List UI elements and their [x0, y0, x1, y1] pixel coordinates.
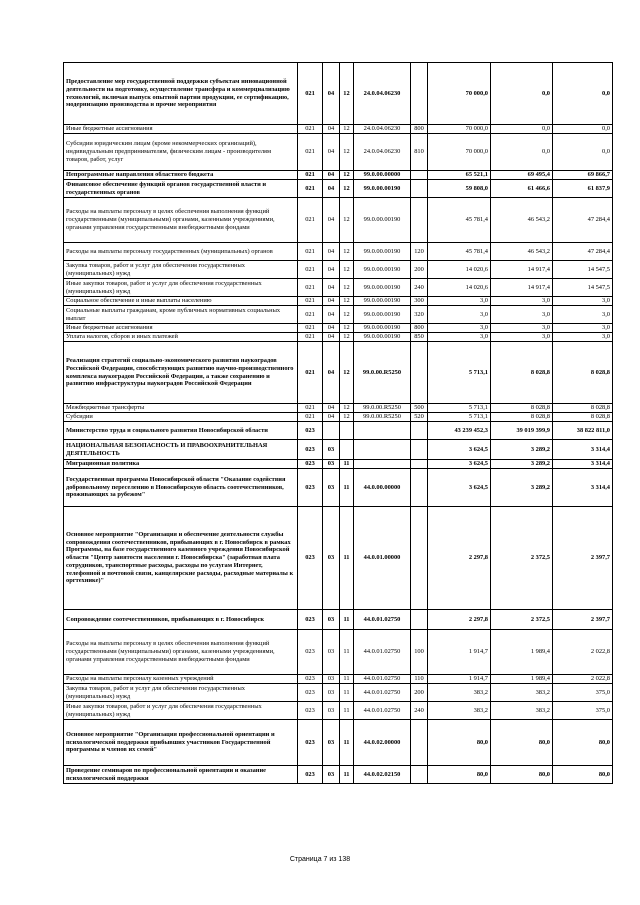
- row-expense-type: 120: [411, 243, 428, 261]
- row-section-code: 03: [323, 469, 340, 507]
- row-name: Государственная программа Новосибирской области "Оказание содействия добровольному переселению в Новосибирскую область соотечественников, проживающих за рубежом": [64, 469, 298, 507]
- row-amount-year1: 14 020,6: [428, 279, 491, 297]
- row-expense-type: 850: [411, 333, 428, 342]
- row-grbs-code: 021: [298, 261, 323, 279]
- row-grbs-code: 023: [298, 720, 323, 766]
- row-expense-type: 240: [411, 279, 428, 297]
- row-expense-type: [411, 198, 428, 243]
- row-section-code: 04: [323, 63, 340, 125]
- table-row: [64, 171, 613, 180]
- row-name: Социальные выплаты гражданам, кроме публичных нормативных социальных выплат: [64, 306, 298, 324]
- row-target-article: 44.0.02.02150: [354, 766, 411, 784]
- row-section-code: 04: [323, 404, 340, 413]
- row-amount-year3: 0,0: [553, 134, 613, 171]
- row-target-article: 99.0.00.00190: [354, 297, 411, 306]
- row-grbs-code: 023: [298, 460, 323, 469]
- row-name: Закупка товаров, работ и услуг для обеспечения государственных (муниципальных) нужд: [64, 684, 298, 702]
- row-expense-type: [411, 422, 428, 440]
- row-subsection-code: [340, 440, 354, 460]
- row-name: Основное мероприятие "Организация и обеспечение деятельности службы сопровождения соотечественников, прибывающих в г. Новосибирск в рамках Программы, на базе государственного казенного учреждения Новосибирской области "Центр занятости населения г. Новосибирска" (заработная плата сотрудников, транспортные расходы, расходы по услугам Интернет, телефонной и почтовой связи, канцелярские расходы, расходные материалы к оргтехнике)": [64, 507, 298, 610]
- row-subsection-code: 12: [340, 125, 354, 134]
- row-grbs-code: 021: [298, 324, 323, 333]
- row-amount-year2: 1 989,4: [491, 675, 553, 684]
- row-target-article: 99.0.00.R5250: [354, 413, 411, 422]
- table-row: [64, 63, 613, 125]
- row-subsection-code: [340, 422, 354, 440]
- page-footer: [0, 856, 640, 863]
- row-section-code: 04: [323, 413, 340, 422]
- row-name: Министерство труда и социального развития Новосибирской области: [64, 422, 298, 440]
- row-name: Непрограммные направления областного бюджета: [64, 171, 298, 180]
- row-grbs-code: 021: [298, 171, 323, 180]
- row-amount-year2: 0,0: [491, 134, 553, 171]
- row-section-code: 03: [323, 460, 340, 469]
- row-target-article: 44.0.01.02750: [354, 684, 411, 702]
- row-section-code: 04: [323, 306, 340, 324]
- row-grbs-code: 023: [298, 422, 323, 440]
- row-name: Проведение семинаров по профессиональной ориентации и оказание психологической поддержки: [64, 766, 298, 784]
- row-amount-year3: 2 397,7: [553, 610, 613, 630]
- row-amount-year1: 2 297,8: [428, 610, 491, 630]
- row-name: Социальное обеспечение и иные выплаты населению: [64, 297, 298, 306]
- row-target-article: 99.0.00.00190: [354, 333, 411, 342]
- row-grbs-code: 021: [298, 404, 323, 413]
- table-row: [64, 125, 613, 134]
- row-amount-year3: 3,0: [553, 297, 613, 306]
- table-row: [64, 198, 613, 243]
- row-target-article: 44.0.01.02750: [354, 702, 411, 720]
- table-row: [64, 180, 613, 198]
- table-row: [64, 134, 613, 171]
- row-name: Миграционная политика: [64, 460, 298, 469]
- row-amount-year1: 45 781,4: [428, 243, 491, 261]
- row-amount-year1: 70 000,0: [428, 125, 491, 134]
- row-amount-year1: 70 000,0: [428, 63, 491, 125]
- row-amount-year2: 3,0: [491, 333, 553, 342]
- row-amount-year3: 47 284,4: [553, 243, 613, 261]
- row-amount-year1: 3 624,5: [428, 460, 491, 469]
- row-amount-year1: 14 020,6: [428, 261, 491, 279]
- row-grbs-code: 021: [298, 134, 323, 171]
- row-target-article: 24.0.04.06230: [354, 125, 411, 134]
- row-section-code: 03: [323, 507, 340, 610]
- row-name: НАЦИОНАЛЬНАЯ БЕЗОПАСНОСТЬ И ПРАВООХРАНИТЕЛЬНАЯ ДЕЯТЕЛЬНОСТЬ: [64, 440, 298, 460]
- row-target-article: 99.0.00.00000: [354, 171, 411, 180]
- row-expense-type: [411, 610, 428, 630]
- row-name: Предоставление мер государственной поддержки субъектам инновационной деятельности на подготовку, осуществление трансфера и коммерциализацию технологий, включая выпуск опытной партии продукции, ее сертификацию, модернизацию производства и прочие мероприятия: [64, 63, 298, 125]
- row-target-article: 44.0.02.00000: [354, 720, 411, 766]
- row-subsection-code: 12: [340, 413, 354, 422]
- row-expense-type: [411, 469, 428, 507]
- row-section-code: 04: [323, 324, 340, 333]
- row-expense-type: 110: [411, 675, 428, 684]
- row-expense-type: 100: [411, 630, 428, 675]
- row-name: Расходы на выплаты персоналу государственных (муниципальных) органов: [64, 243, 298, 261]
- row-grbs-code: 023: [298, 469, 323, 507]
- row-amount-year3: 3 314,4: [553, 460, 613, 469]
- row-expense-type: 800: [411, 125, 428, 134]
- row-amount-year3: 8 028,8: [553, 404, 613, 413]
- row-section-code: 04: [323, 171, 340, 180]
- row-name: Субсидии: [64, 413, 298, 422]
- row-grbs-code: 023: [298, 684, 323, 702]
- row-section-code: 03: [323, 675, 340, 684]
- row-section-code: [323, 422, 340, 440]
- row-amount-year2: 14 917,4: [491, 279, 553, 297]
- row-name: Межбюджетные трансферты: [64, 404, 298, 413]
- row-amount-year1: 45 781,4: [428, 198, 491, 243]
- row-amount-year2: 80,0: [491, 720, 553, 766]
- row-amount-year2: 46 543,2: [491, 198, 553, 243]
- row-subsection-code: 12: [340, 324, 354, 333]
- row-amount-year3: 3,0: [553, 324, 613, 333]
- row-grbs-code: 021: [298, 306, 323, 324]
- row-amount-year3: 0,0: [553, 63, 613, 125]
- row-name: Иные бюджетные ассигнования: [64, 125, 298, 134]
- table-row: [64, 243, 613, 261]
- row-name: Расходы на выплаты персоналу в целях обеспечения выполнения функций государственными (муниципальными) органами, казенными учреждениями, органами управления государственными внебюджетными фондами: [64, 630, 298, 675]
- row-name: Иные бюджетные ассигнования: [64, 324, 298, 333]
- row-amount-year2: 46 543,2: [491, 243, 553, 261]
- table-row: [64, 684, 613, 702]
- row-amount-year3: 14 547,5: [553, 279, 613, 297]
- row-amount-year3: 47 284,4: [553, 198, 613, 243]
- row-amount-year1: 65 521,1: [428, 171, 491, 180]
- row-amount-year2: 61 466,6: [491, 180, 553, 198]
- row-grbs-code: 021: [298, 63, 323, 125]
- row-name: Расходы на выплаты персоналу казенных учреждений: [64, 675, 298, 684]
- row-amount-year2: 69 495,4: [491, 171, 553, 180]
- row-target-article: 99.0.00.00190: [354, 261, 411, 279]
- row-amount-year3: 38 822 811,0: [553, 422, 613, 440]
- row-target-article: 44.0.01.02750: [354, 610, 411, 630]
- row-grbs-code: 023: [298, 766, 323, 784]
- row-amount-year2: 8 028,8: [491, 342, 553, 404]
- row-target-article: 99.0.00.00190: [354, 306, 411, 324]
- row-name: Иные закупки товаров, работ и услуг для обеспечения государственных (муниципальных) нужд: [64, 279, 298, 297]
- table-row: [64, 333, 613, 342]
- row-section-code: 03: [323, 630, 340, 675]
- row-expense-type: [411, 180, 428, 198]
- row-subsection-code: 11: [340, 469, 354, 507]
- row-target-article: 99.0.00.00190: [354, 243, 411, 261]
- row-grbs-code: 021: [298, 333, 323, 342]
- page-number: Страница 7 из 138: [289, 856, 351, 863]
- row-subsection-code: 12: [340, 297, 354, 306]
- row-subsection-code: 11: [340, 720, 354, 766]
- row-amount-year1: 3,0: [428, 297, 491, 306]
- row-amount-year3: 3,0: [553, 333, 613, 342]
- row-target-article: 99.0.00.00190: [354, 180, 411, 198]
- row-subsection-code: 11: [340, 684, 354, 702]
- row-expense-type: [411, 460, 428, 469]
- row-subsection-code: 11: [340, 507, 354, 610]
- row-subsection-code: 12: [340, 198, 354, 243]
- row-grbs-code: 023: [298, 675, 323, 684]
- row-grbs-code: 021: [298, 125, 323, 134]
- row-section-code: 03: [323, 440, 340, 460]
- table-row: [64, 507, 613, 610]
- row-subsection-code: 12: [340, 404, 354, 413]
- row-amount-year1: 3 624,5: [428, 469, 491, 507]
- table-row: [64, 342, 613, 404]
- row-amount-year1: 2 297,8: [428, 507, 491, 610]
- row-amount-year1: 70 000,0: [428, 134, 491, 171]
- row-amount-year2: 383,2: [491, 684, 553, 702]
- row-subsection-code: 12: [340, 306, 354, 324]
- row-amount-year3: 3,0: [553, 306, 613, 324]
- row-amount-year1: 1 914,7: [428, 630, 491, 675]
- row-expense-type: 800: [411, 324, 428, 333]
- row-subsection-code: 11: [340, 766, 354, 784]
- table-row: [64, 297, 613, 306]
- row-amount-year3: 3 314,4: [553, 440, 613, 460]
- row-name: Сопровождение соотечественников, прибывающих в г. Новосибирск: [64, 610, 298, 630]
- table-row: [64, 630, 613, 675]
- row-target-article: 99.0.00.00190: [354, 198, 411, 243]
- row-amount-year2: 2 372,5: [491, 610, 553, 630]
- table-row: [64, 306, 613, 324]
- row-expense-type: [411, 171, 428, 180]
- row-expense-type: [411, 720, 428, 766]
- row-amount-year3: 2 022,8: [553, 630, 613, 675]
- row-subsection-code: 11: [340, 610, 354, 630]
- row-section-code: 04: [323, 243, 340, 261]
- row-amount-year3: 14 547,5: [553, 261, 613, 279]
- table-row: [64, 460, 613, 469]
- table-row: [64, 404, 613, 413]
- row-expense-type: [411, 63, 428, 125]
- row-amount-year2: 80,0: [491, 766, 553, 784]
- row-subsection-code: 11: [340, 702, 354, 720]
- row-amount-year3: 61 837,9: [553, 180, 613, 198]
- row-amount-year2: 3,0: [491, 324, 553, 333]
- row-section-code: 04: [323, 342, 340, 404]
- row-target-article: 24.0.04.06230: [354, 134, 411, 171]
- row-amount-year2: 383,2: [491, 702, 553, 720]
- row-amount-year1: 5 713,1: [428, 342, 491, 404]
- row-amount-year1: 383,2: [428, 702, 491, 720]
- row-subsection-code: 11: [340, 460, 354, 469]
- row-amount-year1: 5 713,1: [428, 413, 491, 422]
- row-section-code: 04: [323, 134, 340, 171]
- row-amount-year3: 69 866,7: [553, 171, 613, 180]
- row-expense-type: 300: [411, 297, 428, 306]
- row-section-code: 03: [323, 766, 340, 784]
- row-grbs-code: 023: [298, 507, 323, 610]
- table-row: [64, 766, 613, 784]
- row-amount-year3: 2 397,7: [553, 507, 613, 610]
- row-amount-year3: 0,0: [553, 125, 613, 134]
- row-subsection-code: 12: [340, 171, 354, 180]
- row-expense-type: [411, 507, 428, 610]
- row-amount-year2: 3 289,2: [491, 460, 553, 469]
- table-row: [64, 422, 613, 440]
- table-row: [64, 469, 613, 507]
- row-subsection-code: 11: [340, 675, 354, 684]
- row-name: Субсидии юридическим лицам (кроме некоммерческих организаций), индивидуальным предпринимателям, физическим лицам - производителям товаров, работ, услуг: [64, 134, 298, 171]
- row-subsection-code: 12: [340, 134, 354, 171]
- row-expense-type: [411, 342, 428, 404]
- row-amount-year2: 39 019 399,9: [491, 422, 553, 440]
- row-amount-year1: 3,0: [428, 333, 491, 342]
- table-row: [64, 702, 613, 720]
- row-grbs-code: 021: [298, 297, 323, 306]
- row-name: Реализация стратегий социально-экономического развития наукоградов Российской Федерации, способствующих развитию научно-производственного комплекса наукоградов Российской Федерации, а также сохранению и развитию инфраструктуры наукоградов Российской Федерации: [64, 342, 298, 404]
- row-expense-type: 320: [411, 306, 428, 324]
- row-amount-year2: 3,0: [491, 297, 553, 306]
- row-amount-year1: 43 239 452,3: [428, 422, 491, 440]
- budget-table: [63, 62, 613, 784]
- row-section-code: 04: [323, 297, 340, 306]
- row-target-article: [354, 460, 411, 469]
- row-section-code: 03: [323, 684, 340, 702]
- row-target-article: 44.0.01.02750: [354, 675, 411, 684]
- row-target-article: [354, 440, 411, 460]
- table-row: [64, 413, 613, 422]
- row-amount-year1: 3,0: [428, 324, 491, 333]
- row-name: Иные закупки товаров, работ и услуг для обеспечения государственных (муниципальных) нужд: [64, 702, 298, 720]
- row-expense-type: 240: [411, 702, 428, 720]
- row-amount-year2: 14 917,4: [491, 261, 553, 279]
- row-target-article: 99.0.00.R5250: [354, 342, 411, 404]
- row-section-code: 03: [323, 720, 340, 766]
- row-subsection-code: 12: [340, 333, 354, 342]
- row-target-article: 44.0.01.00000: [354, 507, 411, 610]
- row-grbs-code: 021: [298, 180, 323, 198]
- row-amount-year2: 3,0: [491, 306, 553, 324]
- table-row: [64, 261, 613, 279]
- row-target-article: 99.0.00.R5250: [354, 404, 411, 413]
- row-subsection-code: 12: [340, 243, 354, 261]
- row-expense-type: [411, 766, 428, 784]
- row-subsection-code: 12: [340, 180, 354, 198]
- row-target-article: 44.0.00.00000: [354, 469, 411, 507]
- row-amount-year3: 2 022,8: [553, 675, 613, 684]
- row-target-article: [354, 422, 411, 440]
- row-target-article: 44.0.01.02750: [354, 630, 411, 675]
- row-name: Закупка товаров, работ и услуг для обеспечения государственных (муниципальных) нужд: [64, 261, 298, 279]
- row-amount-year2: 3 289,2: [491, 440, 553, 460]
- row-name: Расходы на выплаты персоналу в целях обеспечения выполнения функций государственными (муниципальными) органами, казенными учреждениями, органами управления государственными внебюджетными фондами: [64, 198, 298, 243]
- row-amount-year1: 3,0: [428, 306, 491, 324]
- row-amount-year2: 2 372,5: [491, 507, 553, 610]
- row-amount-year3: 8 028,8: [553, 413, 613, 422]
- row-target-article: 99.0.00.00190: [354, 279, 411, 297]
- row-amount-year3: 80,0: [553, 720, 613, 766]
- row-grbs-code: 021: [298, 198, 323, 243]
- table-row: [64, 720, 613, 766]
- row-name: Основное мероприятие "Организация профессиональной ориентации и психологической поддержки прибывших участников Государственной программы и членов их семей": [64, 720, 298, 766]
- table-row: [64, 440, 613, 460]
- row-expense-type: 500: [411, 404, 428, 413]
- budget-table-body: [64, 63, 613, 784]
- row-amount-year2: 8 028,8: [491, 413, 553, 422]
- row-subsection-code: 12: [340, 342, 354, 404]
- row-amount-year2: 0,0: [491, 63, 553, 125]
- row-grbs-code: 021: [298, 279, 323, 297]
- row-amount-year1: 59 808,0: [428, 180, 491, 198]
- row-amount-year2: 0,0: [491, 125, 553, 134]
- row-section-code: 03: [323, 610, 340, 630]
- row-amount-year3: 375,0: [553, 702, 613, 720]
- table-row: [64, 675, 613, 684]
- row-expense-type: 200: [411, 261, 428, 279]
- row-section-code: 04: [323, 333, 340, 342]
- row-grbs-code: 023: [298, 610, 323, 630]
- row-section-code: 04: [323, 180, 340, 198]
- row-grbs-code: 023: [298, 702, 323, 720]
- row-amount-year2: 3 289,2: [491, 469, 553, 507]
- row-target-article: 24.0.04.06230: [354, 63, 411, 125]
- row-amount-year3: 3 314,4: [553, 469, 613, 507]
- table-row: [64, 610, 613, 630]
- row-section-code: 04: [323, 125, 340, 134]
- row-grbs-code: 021: [298, 413, 323, 422]
- row-amount-year3: 80,0: [553, 766, 613, 784]
- row-amount-year3: 8 028,8: [553, 342, 613, 404]
- row-grbs-code: 023: [298, 440, 323, 460]
- row-amount-year1: 80,0: [428, 766, 491, 784]
- row-grbs-code: 021: [298, 342, 323, 404]
- row-amount-year1: 1 914,7: [428, 675, 491, 684]
- row-subsection-code: 12: [340, 261, 354, 279]
- row-expense-type: 520: [411, 413, 428, 422]
- row-subsection-code: 12: [340, 63, 354, 125]
- row-amount-year1: 383,2: [428, 684, 491, 702]
- table-row: [64, 324, 613, 333]
- row-expense-type: [411, 440, 428, 460]
- row-name: Финансовое обеспечение функций органов государственной власти и государственных органов: [64, 180, 298, 198]
- row-expense-type: 810: [411, 134, 428, 171]
- row-grbs-code: 023: [298, 630, 323, 675]
- row-amount-year1: 3 624,5: [428, 440, 491, 460]
- row-amount-year1: 5 713,1: [428, 404, 491, 413]
- row-subsection-code: 12: [340, 279, 354, 297]
- row-subsection-code: 11: [340, 630, 354, 675]
- row-amount-year1: 80,0: [428, 720, 491, 766]
- row-amount-year2: 8 028,8: [491, 404, 553, 413]
- row-amount-year3: 375,0: [553, 684, 613, 702]
- row-section-code: 04: [323, 198, 340, 243]
- row-name: Уплата налогов, сборов и иных платежей: [64, 333, 298, 342]
- row-section-code: 04: [323, 279, 340, 297]
- row-grbs-code: 021: [298, 243, 323, 261]
- table-row: [64, 279, 613, 297]
- row-expense-type: 200: [411, 684, 428, 702]
- row-amount-year2: 1 989,4: [491, 630, 553, 675]
- row-target-article: 99.0.00.00190: [354, 324, 411, 333]
- row-section-code: 03: [323, 702, 340, 720]
- row-section-code: 04: [323, 261, 340, 279]
